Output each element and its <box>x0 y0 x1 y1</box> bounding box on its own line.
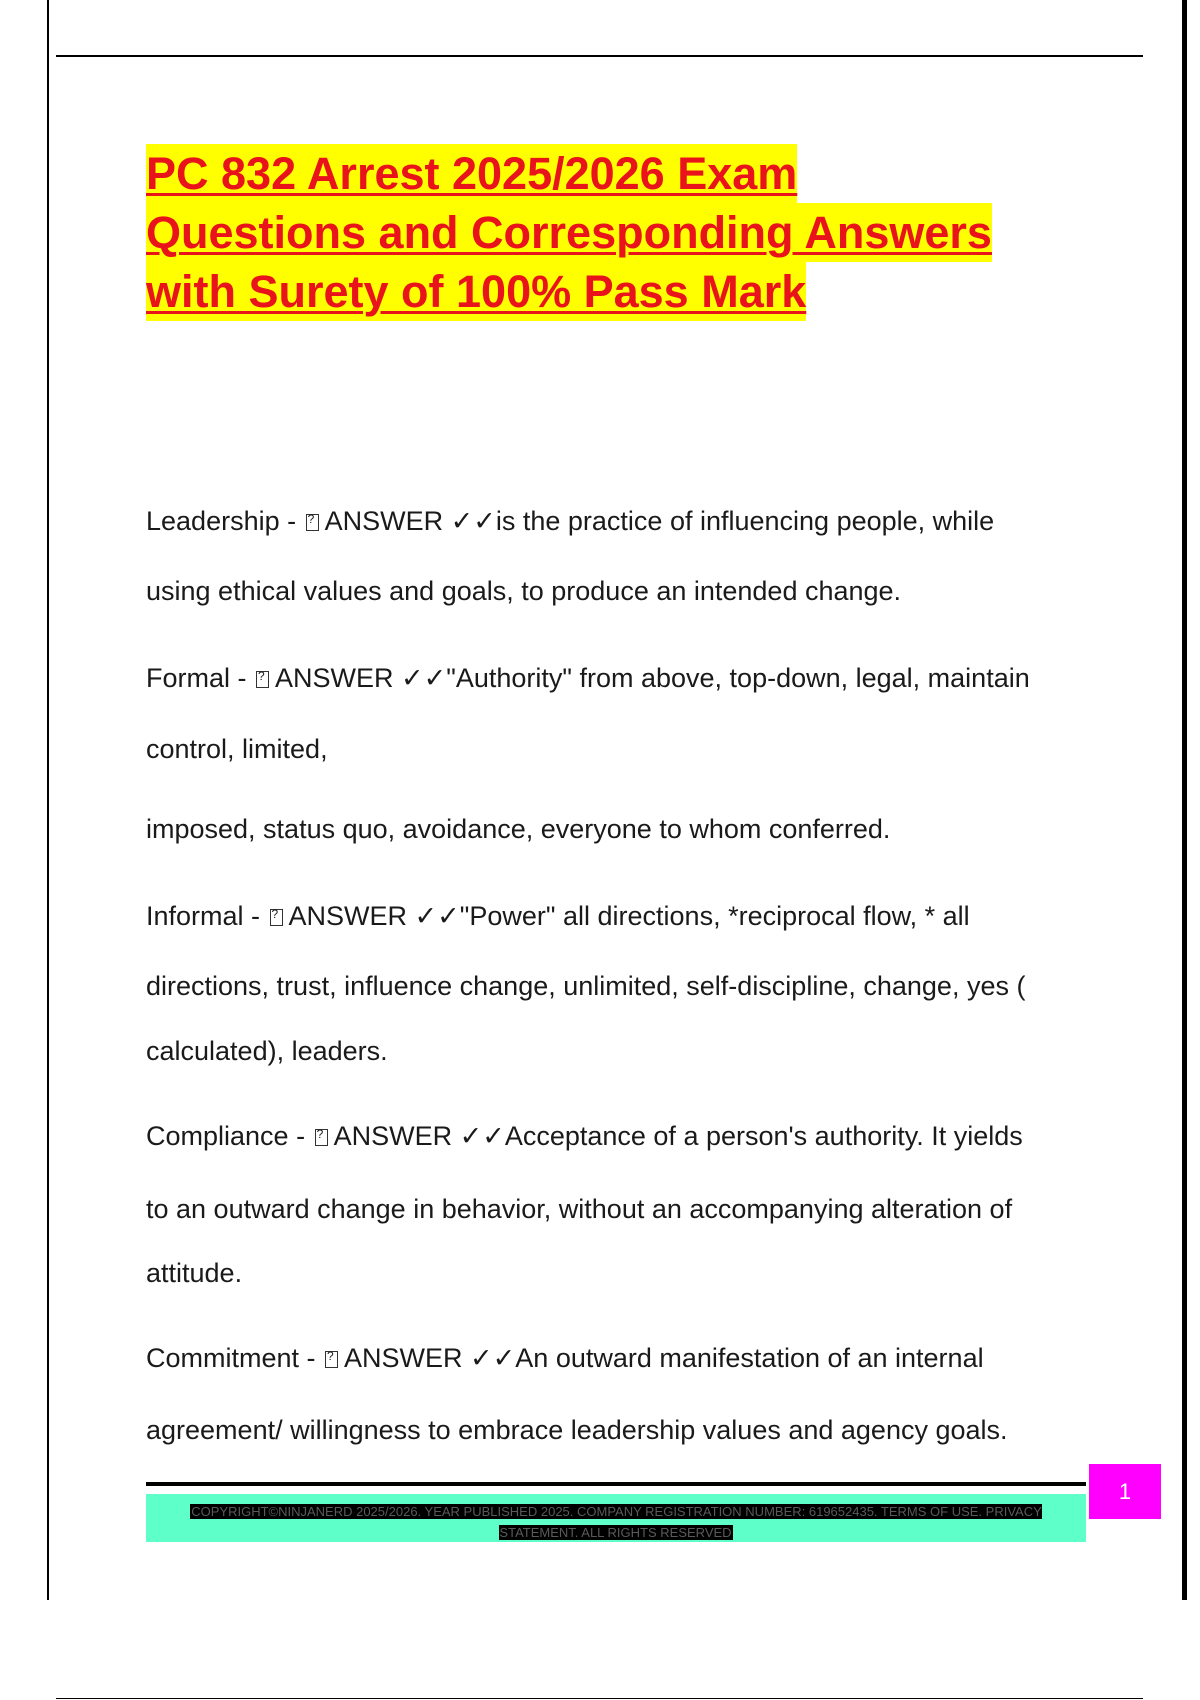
header-rule <box>56 55 1143 57</box>
document-title <box>146 144 1106 321</box>
unknown-glyph-icon <box>306 514 319 531</box>
qa-compliance-line-3: attitude. <box>146 1258 243 1288</box>
term-informal: Informal - <box>146 901 268 931</box>
unknown-glyph-icon <box>315 1129 328 1146</box>
answer-label: ANSWER ✓✓ <box>275 663 447 693</box>
answer-text: "Power" all directions, *reciprocal flow, * all <box>459 901 970 931</box>
answer-label: ANSWER ✓✓ <box>344 1343 516 1373</box>
answer-label: ANSWER ✓✓ <box>324 506 496 536</box>
answer-label: ANSWER ✓✓ <box>288 901 460 931</box>
answer-text: is the practice of influencing people, while <box>495 506 995 536</box>
page-border-left <box>47 0 49 1600</box>
copyright-text: COPYRIGHT©NINJANERD 2025/2026. YEAR PUBLISHED 2025. COMPANY REGISTRATION NUMBER: 619652435. TERMS OF USE. PRIVACY STATEMENT. ALL RIGHTS RESERVED <box>191 1504 1042 1540</box>
qa-commitment-line-2: agreement/ willingness to embrace leadership values and agency goals. <box>146 1415 1008 1445</box>
title-line-1: PC 832 Arrest 2025/2026 Exam <box>146 144 797 203</box>
page-border-right <box>1182 0 1187 1600</box>
qa-leadership-line-1 <box>146 505 994 537</box>
title-line-2: Questions and Corresponding Answers <box>146 203 992 262</box>
answer-text: An outward manifestation of an internal <box>515 1343 984 1373</box>
term-commitment: Commitment - <box>146 1343 324 1373</box>
qa-compliance-line-2: to an outward change in behavior, without an accompanying alteration of <box>146 1194 1013 1224</box>
answer-label: ANSWER ✓✓ <box>333 1121 505 1151</box>
copyright-footer <box>146 1494 1086 1542</box>
answer-text: Acceptance of a person's authority. It yields <box>504 1121 1023 1151</box>
qa-compliance-line-1 <box>146 1120 1023 1152</box>
term-compliance: Compliance - <box>146 1121 313 1151</box>
unknown-glyph-icon <box>256 671 269 688</box>
qa-leadership-line-2: using ethical values and goals, to produce an intended change. <box>146 576 902 606</box>
title-line-3: with Surety of 100% Pass Mark <box>146 262 806 321</box>
qa-formal-line-1 <box>146 662 1030 694</box>
page-number-badge: 1 <box>1089 1464 1161 1519</box>
qa-formal-line-3: imposed, status quo, avoidance, everyone to whom conferred. <box>146 814 891 844</box>
qa-informal-line-3: calculated), leaders. <box>146 1036 388 1066</box>
bottom-rule <box>56 1698 1143 1699</box>
term-formal: Formal - <box>146 663 254 693</box>
qa-formal-line-2: control, limited, <box>146 734 328 764</box>
footer-rule <box>146 1482 1086 1486</box>
qa-commitment-line-1 <box>146 1342 984 1374</box>
answer-text: "Authority" from above, top-down, legal, maintain <box>446 663 1030 693</box>
qa-informal-line-1 <box>146 900 970 932</box>
unknown-glyph-icon <box>325 1351 338 1368</box>
unknown-glyph-icon <box>270 909 283 926</box>
term-leadership: Leadership - <box>146 506 304 536</box>
qa-informal-line-2: directions, trust, influence change, unlimited, self-discipline, change, yes ( <box>146 971 1026 1001</box>
